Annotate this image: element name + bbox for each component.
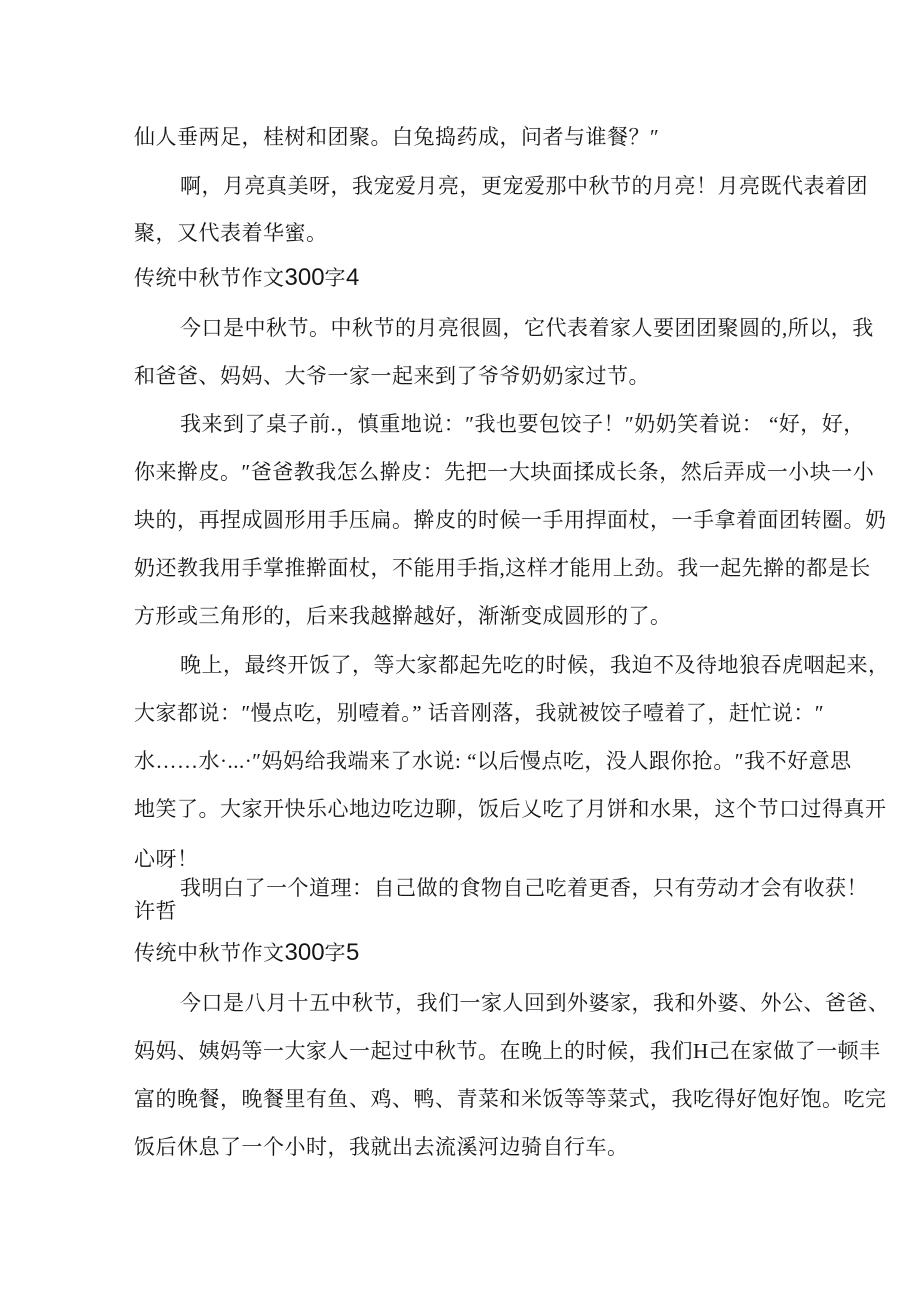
author-name: 许哲: [134, 899, 177, 923]
heading-segment: 4: [346, 264, 360, 291]
heading-segment: 传统中秋节作文: [134, 941, 285, 965]
document-line: 水……水·...·″妈妈给我端来了水说: “以后慢点吃，没人跟你抢。″我不好意思: [134, 749, 852, 773]
document-line: 聚，又代表着华蜜。: [134, 221, 328, 245]
document-line: 地笑了。大家开快乐心地边吃边聊，饭后乂吃了月饼和水果，这个节口过得真开: [134, 797, 887, 821]
document-line: 你来擀皮。″爸爸教我怎么擀皮：先把一大块面揉成长条，然后弄成一小块一小: [134, 460, 875, 484]
document-line: 和爸爸、妈妈、大爷一家一起来到了爷爷奶奶家过节。: [134, 364, 650, 388]
document-line: 心呀！: [134, 847, 199, 871]
document-line: 仙人垂两足，桂树和团聚。白兔捣药成，问者与谁餐？″: [134, 125, 660, 149]
document-line: 块的，再捏成圆形用手压扁。擀皮的时候一手用捍面杖，一手拿着面团转圈。奶: [134, 508, 887, 532]
document-line: 晚上，最终开饭了，等大家都起先吃的时候，我迫不及待地狼吞虎咽起来，: [180, 653, 890, 677]
document-line: 今口是中秋节。中秋节的月亮很圆，它代表着家人要团团聚圆的,所以，我: [180, 316, 874, 340]
heading-segment: 传统中秋节作文: [134, 266, 285, 290]
document-line: 富的晚餐，晚餐里有鱼、鸡、鸭、青菜和米饭等等菜式，我吃得好饱好饱。吃完: [134, 1087, 887, 1111]
heading-segment: 300: [284, 939, 325, 966]
document-line: 我明白了一个道理：自己做的食物自己吃着更香，只有劳动才会有收获！: [180, 876, 868, 900]
document-line: 啊，月亮真美呀，我宠爱月亮，更宠爱那中秋节的月亮！月亮既代表着团: [180, 174, 868, 198]
document-line: 大家都说：″慢点吃，别噎着。” 话音刚落，我就被饺子噎着了，赶忙说：″: [134, 701, 825, 725]
document-line: 今口是八月十五中秋节，我们一家人回到外婆家，我和外婆、外公、爸爸、: [180, 991, 890, 1015]
essay-heading-5: [134, 941, 359, 965]
heading-segment: 字: [324, 941, 347, 965]
heading-segment: 字: [324, 266, 347, 290]
heading-segment: 5: [346, 939, 360, 966]
document-line: 妈妈、姨妈等一大家人一起过中秋节。在晚上的时候，我们H己在家做了一顿丰: [134, 1039, 881, 1063]
document-line: 我来到了桌子前.，慎重地说：″我也要包饺子！″奶奶笑着说： “好，好，: [180, 412, 865, 436]
essay-heading-4: [134, 266, 359, 290]
document-line: 饭后休息了一个小时，我就出去流溪河边骑自行车。: [134, 1135, 629, 1159]
document-line: 方形或三角形的，后来我越擀越好，渐渐变成圆形的了。: [134, 604, 672, 628]
heading-segment: 300: [284, 264, 325, 291]
document-line: 奶还教我用手掌推擀面杖，不能用手指,这样才能用上劲。我一起先擀的都是长: [134, 556, 871, 580]
